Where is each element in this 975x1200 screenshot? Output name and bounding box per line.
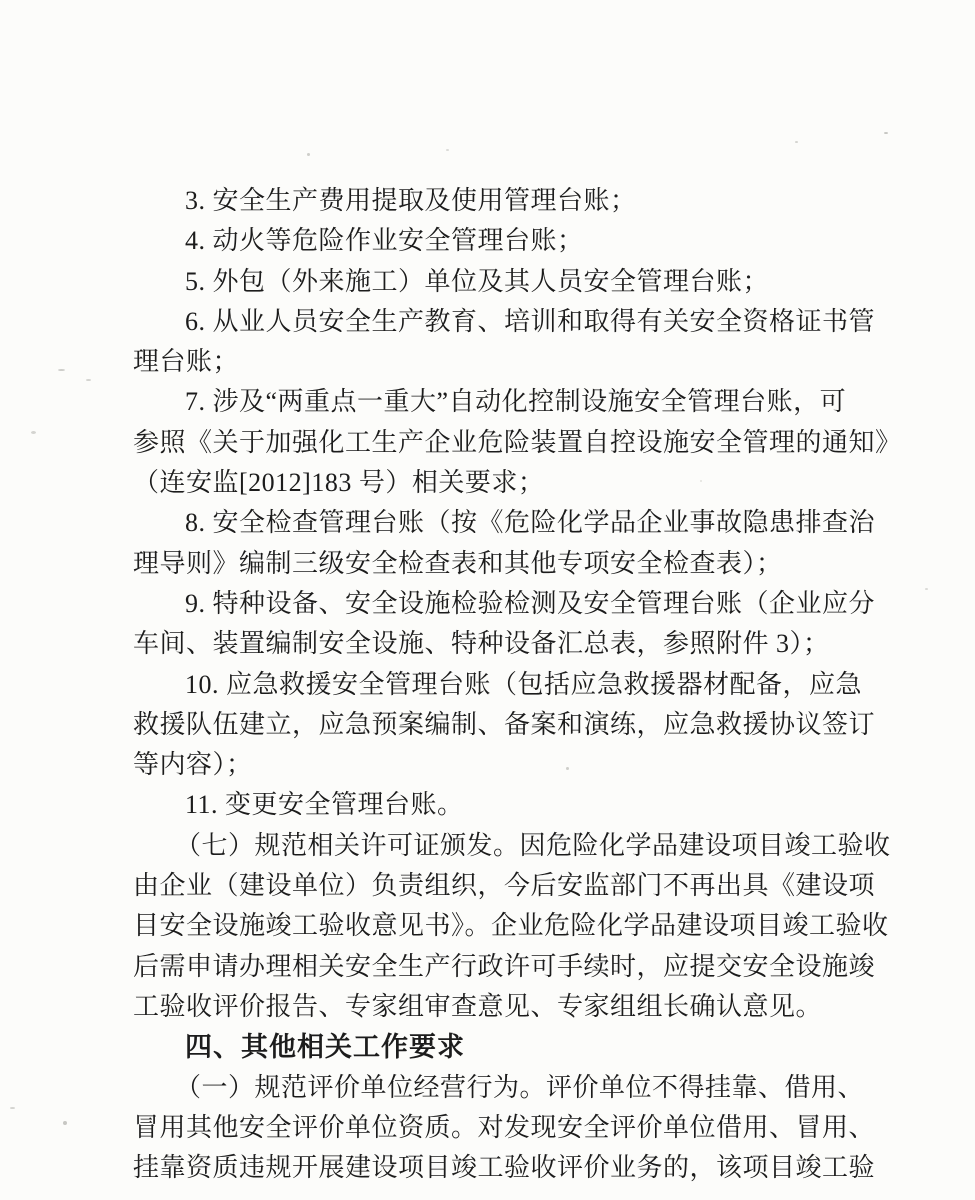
scan-speck: [10, 1107, 15, 1109]
text-line-4: 6. 从业人员安全生产教育、培训和取得有关安全资格证书管: [185, 306, 876, 336]
text-line-15: 等内容）；: [133, 750, 253, 780]
text-line-5: 理台账；: [133, 347, 240, 377]
scan-speck: [884, 132, 888, 134]
scan-speck: [795, 141, 798, 143]
text-line-24: 冒用其他安全评价单位资质。对发现安全评价单位借用、冒用、: [133, 1112, 876, 1142]
text-line-7: 参照《关于加强化工生产企业危险装置自控设施安全管理的通知》: [133, 427, 902, 457]
text-line-20: 后需申请办理相关安全生产行政许可手续时，应提交安全设施竣: [133, 951, 876, 981]
text-line-21: 工验收评价报告、专家组审查意见、专家组组长确认意见。: [133, 991, 823, 1021]
scan-speck: [63, 1121, 67, 1125]
scan-speck: [86, 379, 91, 381]
scan-speck: [31, 431, 36, 434]
scan-speck: [700, 480, 702, 482]
scan-speck: [925, 588, 928, 590]
text-line-6: 7. 涉及“两重点一重大”自动化控制设施安全管理台账，可: [185, 387, 847, 417]
text-line-19: 目安全设施竣工验收意见书》。企业危险化学品建设项目竣工验收: [133, 911, 889, 941]
document-body: [133, 181, 902, 1188]
scan-speck: [58, 369, 65, 371]
text-line-2: 4. 动火等危险作业安全管理台账；: [185, 226, 584, 256]
text-line-11: 9. 特种设备、安全设施检验检测及安全管理台账（企业应分: [185, 588, 876, 618]
text-line-3: 5. 外包（外来施工）单位及其人员安全管理台账；: [185, 266, 770, 296]
scan-speck: [446, 149, 449, 151]
text-line-25: 挂靠资质违规开展建设项目竣工验收评价业务的，该项目竣工验: [133, 1153, 876, 1183]
text-line-9: 8. 安全检查管理台账（按《危险化学品企业事故隐患排查治: [185, 508, 876, 538]
text-line-16: 11. 变更安全管理台账。: [185, 790, 464, 820]
text-line-17: （七）规范相关许可证颁发。因危险化学品建设项目竣工验收: [175, 830, 891, 860]
scan-speck: [566, 767, 569, 770]
text-line-23: （一）规范评价单位经营行为。评价单位不得挂靠、借用、: [175, 1072, 865, 1102]
text-line-12: 车间、装置编制安全设施、特种设备汇总表，参照附件 3）；: [133, 629, 830, 659]
text-line-8: （连安监[2012]183 号）相关要求；: [133, 468, 545, 498]
text-line-13: 10. 应急救援安全管理台账（包括应急救援器材配备，应急: [185, 669, 863, 699]
text-line-22: 四、其他相关工作要求: [185, 1032, 465, 1063]
text-line-18: 由企业（建设单位）负责组织，今后安监部门不再出具《建设项: [133, 871, 876, 901]
text-line-1: 3. 安全生产费用提取及使用管理台账；: [185, 186, 637, 215]
text-line-14: 救援队伍建立，应急预案编制、备案和演练，应急救援协议签订: [133, 709, 876, 739]
text-line-10: 理导则》编制三级安全检查表和其他专项安全检查表）；: [133, 548, 783, 578]
scan-speck: [307, 153, 310, 156]
